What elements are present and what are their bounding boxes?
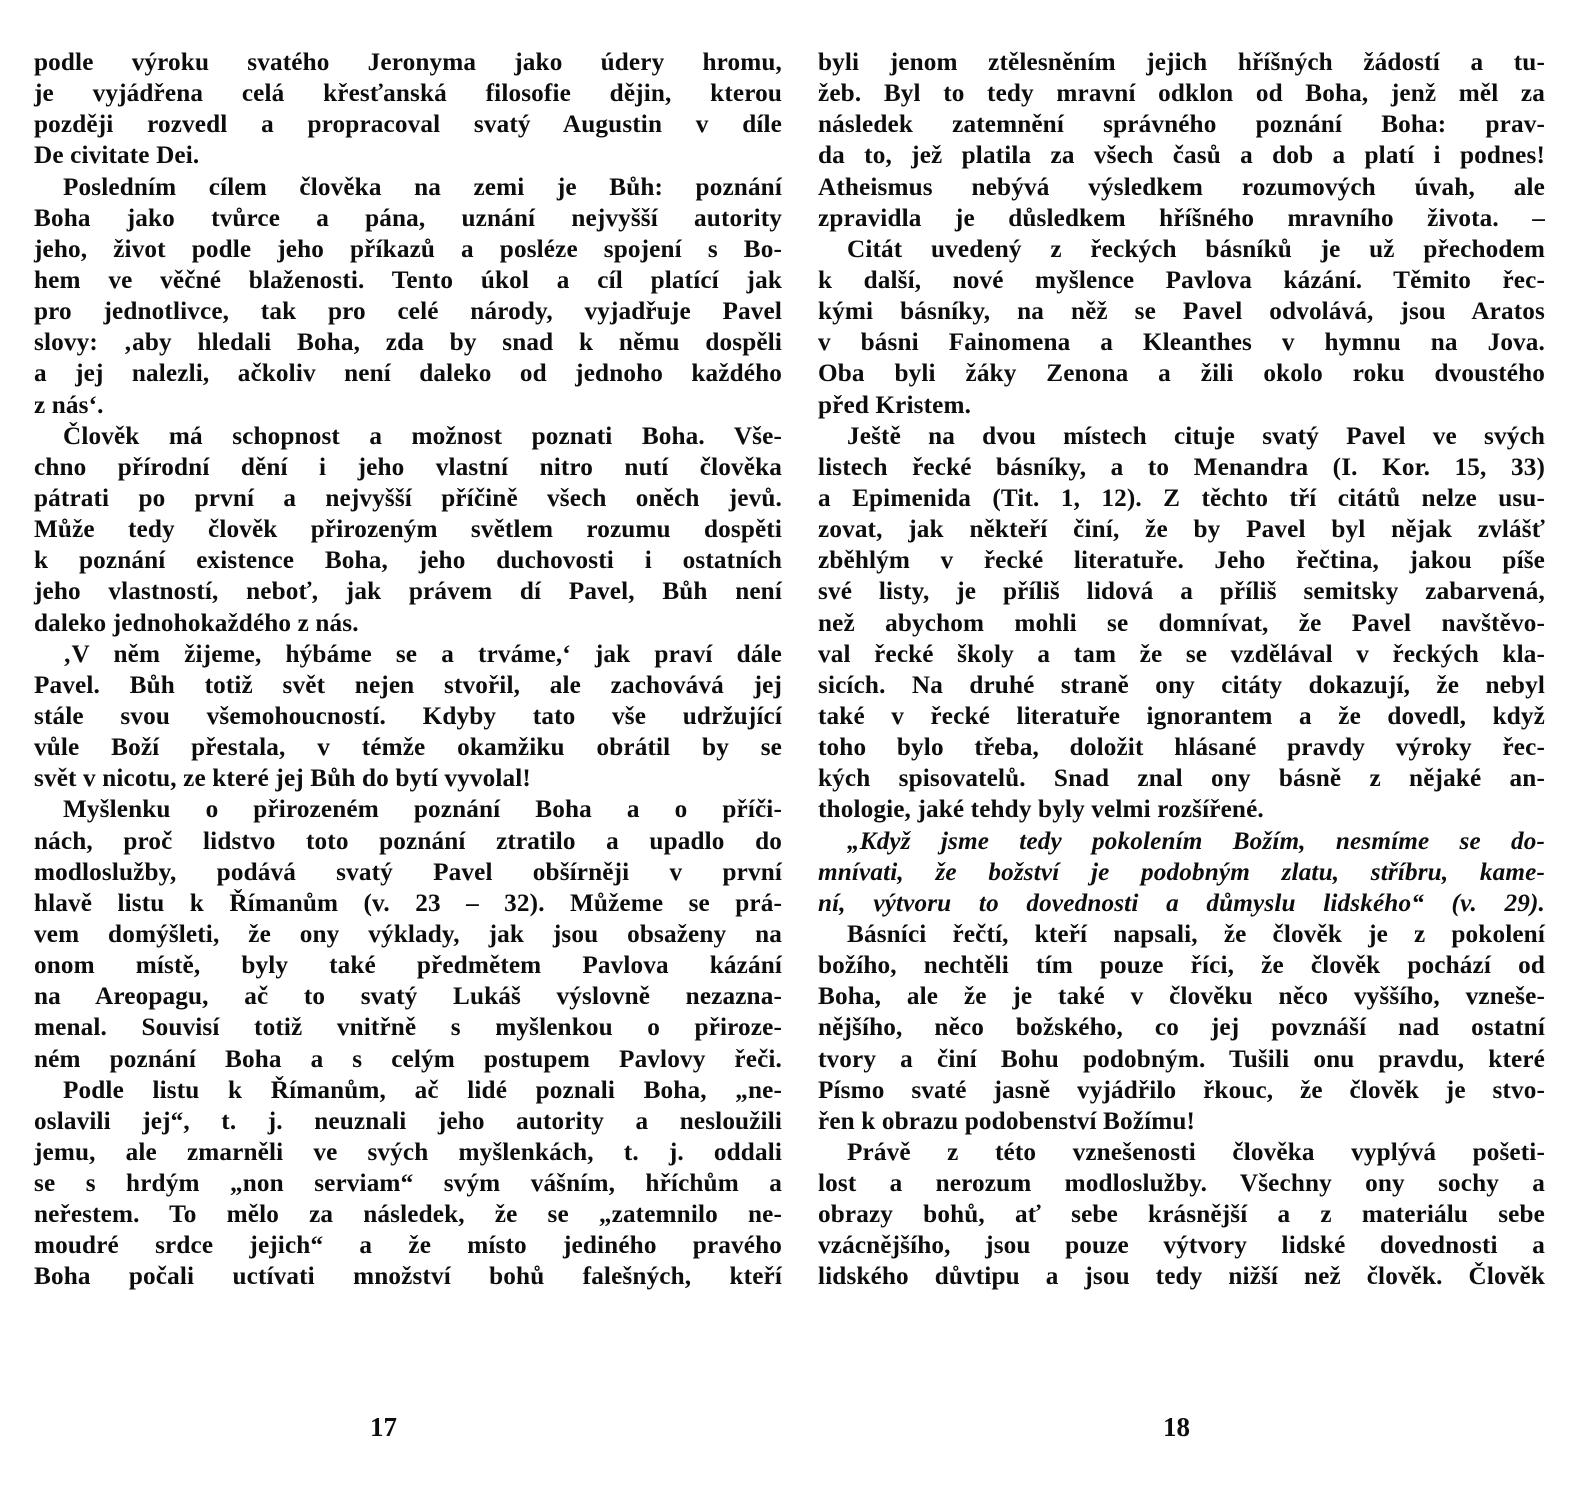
text-line: Člověk má schopnost a možnost poznati Boha. Vše- (63, 422, 782, 450)
text-line: také v řecké literatuře ignorantem a že dovedl, když (818, 702, 1545, 730)
text-line: Právě z této vznešenosti člověka vyplývá pošeti- (847, 1138, 1545, 1166)
text-line: modloslužby, podává svatý Pavel obšírněji v první (34, 858, 782, 886)
text-line: lost a nerozum modloslužby. Všechny ony sochy a (818, 1170, 1545, 1198)
text-line: před Kristem. (818, 391, 972, 419)
text-line: jeho vlastností, neboť, jak právem dí Pavel, Bůh není (34, 578, 782, 606)
text-line: da to, jež platila za všech časů a dob a platí i podnes! (818, 142, 1545, 170)
text-line: hlavě listu k Římanům (v. 23 – 32). Můžeme se prá- (34, 889, 782, 917)
text-line: val řecké školy a tam že se vzdělával v řeckých kla- (818, 640, 1545, 668)
right-page-number: 18 (1163, 1412, 1190, 1442)
text-line: následek zatemnění správného poznání Boha: prav- (818, 111, 1545, 139)
text-line: zovat, jak někteří činí, že by Pavel byl nějak zvlášť (818, 516, 1545, 544)
text-line: daleko jednohokaždého z nás. (34, 609, 359, 637)
text-line: a Epimenida (Tit. 1, 12). Z těchto tří citátů nelze usu- (818, 484, 1545, 512)
text-line: De civitate Dei. (34, 142, 200, 170)
text-line: Písmo svaté jasně vyjádřilo řkouc, že člověk je stvo- (818, 1076, 1545, 1104)
text-line: vůle Boží přestala, v témže okamžiku obrátil by se (34, 734, 782, 762)
text-line: z nás‘. (34, 391, 104, 419)
text-line: Oba byli žáky Zenona a žili okolo roku dvoustého (818, 360, 1545, 388)
text-line: Boha počali uctívati množství bohů falešných, kteří (34, 1263, 782, 1291)
text-line: řen k obrazu podobenství Božímu! (818, 1107, 1196, 1135)
text-line: Ještě na dvou místech cituje svatý Pavel ve svých (847, 422, 1545, 450)
text-line: než abychom mohli se domnívat, že Pavel navštěvo- (818, 609, 1545, 637)
text-line: moudré srdce jejich“ a že místo jediného pravého (34, 1232, 782, 1260)
text-line: Atheismus nebývá výsledkem rozumových úvah, ale (818, 173, 1545, 201)
text-line: mnívati, že božství je podobným zlatu, stříbru, kame- (818, 858, 1545, 886)
text-line: „Když jsme tedy pokolením Božím, nesmíme se do- (847, 827, 1545, 855)
text-line: nějšího, něco božského, co jej povznáší nad ostatní (818, 1014, 1545, 1042)
text-line: byli jenom ztělesněním jejich hříšných žádostí a tu- (818, 49, 1545, 76)
right-page-text (818, 47, 1545, 1293)
text-line: Může tedy člověk přirozeným světlem rozumu dospěti (34, 516, 782, 544)
text-line: lidského důvtipu a jsou tedy nižší než člověk. Člověk (818, 1263, 1545, 1291)
text-line: chno přírodní dění i jeho vlastní nitro nutí člověka (34, 453, 782, 481)
text-line: jeho, život podle jeho příkazů a posléze spojení s Bo- (34, 235, 782, 263)
text-line: sicích. Na druhé straně ony citáty dokazují, že nebyl (818, 671, 1545, 699)
text-line: je vyjádřena celá křesťanská filosofie dějin, kterou (34, 80, 782, 108)
text-line: Boha jako tvůrce a pána, uznání nejvyšší autority (34, 204, 782, 232)
text-line: Básníci řečtí, kteří napsali, že člověk je z pokolení (847, 920, 1545, 948)
text-line: ném poznání Boha a s celým postupem Pavlovy řeči. (34, 1045, 782, 1073)
right-page (818, 47, 1545, 1293)
text-line: Myšlenku o přirozeném poznání Boha a o příči- (63, 796, 782, 824)
text-line: neřestem. To mělo za následek, že se „zatemnilo ne- (34, 1201, 782, 1229)
text-line: zpravidla je důsledkem hříšného mravního života. – (818, 204, 1545, 232)
text-line: podle výroku svatého Jeronyma jako údery hromu, (34, 49, 782, 76)
text-line: obrazy bohů, ať sebe krásnější a z materiálu sebe (818, 1201, 1545, 1229)
text-line: slovy: ‚aby hledali Boha, zda by snad k němu dospěli (34, 329, 782, 357)
text-line: svět v nicotu, ze které jej Bůh do bytí vyvolal! (34, 765, 531, 793)
text-line: žeb. Byl to tedy mravní odklon od Boha, jenž měl za (818, 80, 1545, 108)
text-line: božího, nechtěli tím pouze říci, že člověk pochází od (818, 952, 1545, 980)
text-line: hem ve věčné blaženosti. Tento úkol a cíl platící jak (34, 266, 782, 294)
text-line: toho bylo třeba, doložit hlásané pravdy výroky řec- (818, 734, 1545, 762)
text-line: kými básníky, na něž se Pavel odvolává, jsou Aratos (818, 298, 1545, 326)
text-line: Pavel. Bůh totiž svět nejen stvořil, ale zachovává jej (34, 671, 782, 699)
text-line: nách, proč lidstvo toto poznání ztratilo a upadlo do (34, 827, 782, 855)
text-line: vem domýšleti, že ony výklady, jak jsou obsaženy na (34, 920, 782, 948)
text-line: pátrati po první a nejvyšší příčině všech oněch jevů. (34, 484, 782, 512)
text-line: tvory a činí Bohu podobným. Tušili onu pravdu, které (818, 1045, 1545, 1073)
text-line: Podle listu k Římanům, ač lidé poznali Boha, „ne- (63, 1076, 782, 1104)
text-line: se s hrdým „non serviam“ svým vášním, hříchům a (34, 1170, 782, 1198)
left-page-number: 17 (370, 1412, 397, 1442)
text-line: pro jednotlivce, tak pro celé národy, vyjadřuje Pavel (34, 298, 782, 326)
text-line: později rozvedl a propracoval svatý Augustin v díle (34, 111, 782, 139)
text-line: stále svou všemohoucností. Kdyby tato vše udržující (34, 702, 782, 730)
text-line: listech řecké básníky, a to Menandra (I. Kor. 15, 33) (818, 453, 1545, 481)
text-line: zběhlým v řecké literatuře. Jeho řečtina, jakou píše (818, 547, 1545, 575)
text-line: Boha, ale že je také v člověku něco vyššího, vznešе- (818, 983, 1545, 1011)
text-line: Citát uvedený z řeckých básníků je už přechodem (847, 235, 1545, 263)
text-line: k poznání existence Boha, jeho duchovosti i ostatních (34, 547, 782, 575)
text-line: onom místě, byly také předmětem Pavlova kázání (34, 952, 782, 980)
text-line: jemu, ale zmarněli ve svých myšlenkách, t. j. oddali (34, 1138, 782, 1166)
text-line: v básni Fainomena a Kleanthes v hymnu na Jova. (818, 329, 1545, 357)
text-line: a jej nalezli, ačkoliv není daleko od jednoho každého (34, 360, 782, 388)
text-line: vzácnějšího, jsou pouze výtvory lidské dovednosti a (818, 1232, 1545, 1260)
text-line: kých spisovatelů. Snad znal ony básně z nějaké an- (818, 765, 1545, 793)
text-line: k další, nové myšlence Pavlova kázání. Těmito řec- (818, 266, 1545, 294)
text-line: ní, výtvoru to dovednosti a důmyslu lidského“ (v. 29). (818, 889, 1545, 917)
text-line: thologie, jaké tehdy byly velmi rozšířené. (818, 796, 1264, 824)
text-line: Posledním cílem člověka na zemi je Bůh: poznání (63, 173, 782, 201)
text-line: oslavili jej“, t. j. neuznali jeho autority a nesloužili (34, 1107, 782, 1135)
text-line: na Areopagu, ač to svatý Lukáš výslovně nezazna- (34, 983, 782, 1011)
text-line: menal. Souvisí totiž vnitřně s myšlenkou o přiroze- (34, 1014, 782, 1042)
text-line: ‚V něm žijeme, hýbáme se a trváme,‘ jak praví dále (63, 640, 782, 668)
left-page (34, 47, 782, 1293)
text-line: své listy, je příliš lidová a příliš semitsky zabarvená, (818, 578, 1545, 606)
left-page-text (34, 47, 782, 1293)
